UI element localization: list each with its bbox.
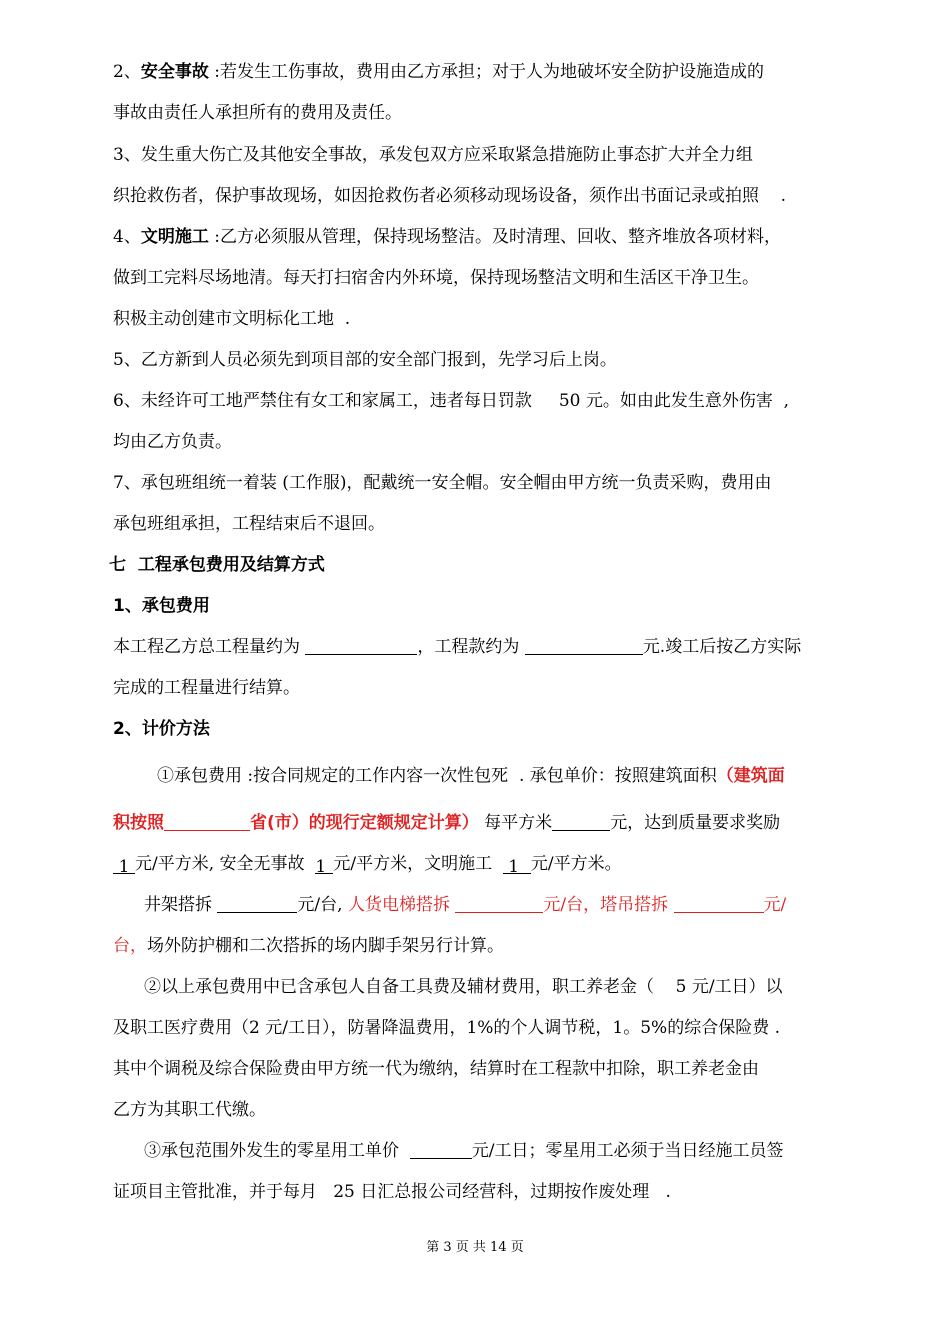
paragraph-line (157, 764, 785, 788)
text-run: 每平方米 (478, 813, 553, 833)
highlight-text: 元/ (763, 895, 787, 915)
paragraph-line: 积极主动创建市文明标化工地 . (113, 309, 351, 329)
text-run: 本工程乙方总工程量约为 (113, 637, 306, 657)
paragraph-line (113, 811, 780, 835)
item-number: 4、 (113, 227, 141, 247)
paragraph-line: 承包班组承担，工程结束后不退回。 (113, 514, 385, 534)
highlight-text: 省(市）的现行定额规定计算） (250, 813, 479, 833)
filled-field[interactable]: 1 (113, 855, 135, 874)
paragraph-line (113, 852, 622, 876)
paragraph-line (113, 60, 764, 84)
text-run: 元.竣工后按乙方实际 (642, 637, 802, 657)
text-run: 元，达到质量要求奖励 (610, 813, 781, 833)
item-heading: 文明施工 (140, 227, 209, 247)
paragraph-line: 及职工医疗费用（2 元/工日），防暑降温费用，1%的个人调节税，1。5%的综合保险费 . (113, 1018, 781, 1038)
paragraph-line: 其中个调税及综合保险费由甲方统一代为缴纳，结算时在工程款中扣除，职工养老金由 (113, 1059, 759, 1079)
paragraph-line: 织抢救伤者，保护事故现场，如因抢救伤者必须移动现场设备，须作出书面记录或拍照 . (113, 186, 787, 206)
paragraph-line (113, 934, 504, 958)
subsection-heading: 2、计价方法 (113, 719, 210, 739)
item-number: 2、 (113, 62, 141, 82)
text-run: ①承包费用 :按合同规定的工作内容一次性包死 . 承包单价：按照建筑面积 (157, 766, 717, 786)
paragraph-line: ②以上承包费用中已含承包人自备工具费及辅材费用，职工养老金（ 5 元/工日）以 (144, 977, 783, 997)
blank-field[interactable] (674, 894, 764, 913)
subsection-heading: 1、承包费用 (113, 596, 210, 616)
blank-field[interactable] (305, 636, 417, 655)
blank-field[interactable] (552, 812, 610, 831)
text-run: ，工程款约为 (417, 637, 525, 657)
paragraph-line: 乙方为其职工代缴。 (113, 1100, 266, 1120)
item-text: :若发生工伤事故，费用由乙方承担；对于人为地破坏安全防护设施造成的 (208, 62, 764, 82)
text-run: 元/平方米。 (530, 854, 622, 874)
text-run: 元/平方米，文明施工 (333, 854, 503, 874)
blank-field[interactable] (410, 1140, 472, 1159)
text-run: 场外防护棚和二次搭拆的场内脚手架另行计算。 (147, 936, 504, 956)
text-run: ③承包范围外发生的零星用工单价 (144, 1141, 410, 1161)
text-run: 井架搭拆 (144, 895, 218, 915)
blank-field[interactable] (525, 636, 643, 655)
paragraph-line: 5、乙方新到人员必须先到项目部的安全部门报到，先学习后上岗。 (113, 350, 617, 370)
filled-field[interactable]: 1 (315, 855, 333, 874)
highlight-text: 人货电梯搭拆 (347, 895, 456, 915)
text-run: 元/工日；零星用工必须于当日经施工员签 (471, 1141, 784, 1161)
highlight-text: 积按照 (113, 813, 164, 833)
paragraph-line: 7、承包班组统一着装 (工作服)，配戴统一安全帽。安全帽由甲方统一负责采购，费用由 (113, 473, 772, 493)
highlight-text: （建筑面 (716, 766, 785, 786)
blank-field[interactable] (164, 812, 250, 831)
paragraph-line (144, 893, 786, 917)
item-text: :乙方必须服从管理，保持现场整洁。及时清理、回收、整齐堆放各项材料， (208, 227, 781, 247)
section-heading: 七 工程承包费用及结算方式 (109, 555, 325, 575)
paragraph-line (144, 1139, 784, 1163)
paragraph-line: 完成的工程量进行结算。 (113, 678, 300, 698)
highlight-text: 元/台，塔吊搭拆 (543, 895, 674, 915)
blank-field[interactable] (455, 894, 543, 913)
page-footer: 第 3 页 共 14 页 (426, 1240, 524, 1255)
paragraph-line: 均由乙方负责。 (113, 432, 232, 452)
paragraph-line: 做到工完料尽场地清。每天打扫宿舍内外环境，保持现场整洁文明和生活区干净卫生。 (113, 268, 759, 288)
text-run: 元/平方米, 安全无事故 (135, 854, 316, 874)
paragraph-line: 3、发生重大伤亡及其他安全事故，承发包双方应采取紧急措施防止事态扩大并全力组 (113, 145, 753, 165)
paragraph-line: 事故由责任人承担所有的费用及责任。 (113, 103, 402, 123)
paragraph-line (113, 225, 781, 249)
blank-field[interactable] (217, 894, 297, 913)
paragraph-line: 6、未经许可工地严禁住有女工和家属工，违者每日罚款 50 元。如由此发生意外伤害 , (113, 391, 790, 411)
paragraph-line (113, 635, 801, 659)
text-run: 元/台, (297, 895, 348, 915)
filled-field[interactable]: 1 (503, 855, 531, 874)
item-heading: 安全事故 (140, 62, 209, 82)
paragraph-line: 证项目主管批准，并于每月 25 日汇总报公司经营科，过期按作废处理 . (113, 1182, 671, 1202)
highlight-text: 台， (113, 936, 147, 956)
